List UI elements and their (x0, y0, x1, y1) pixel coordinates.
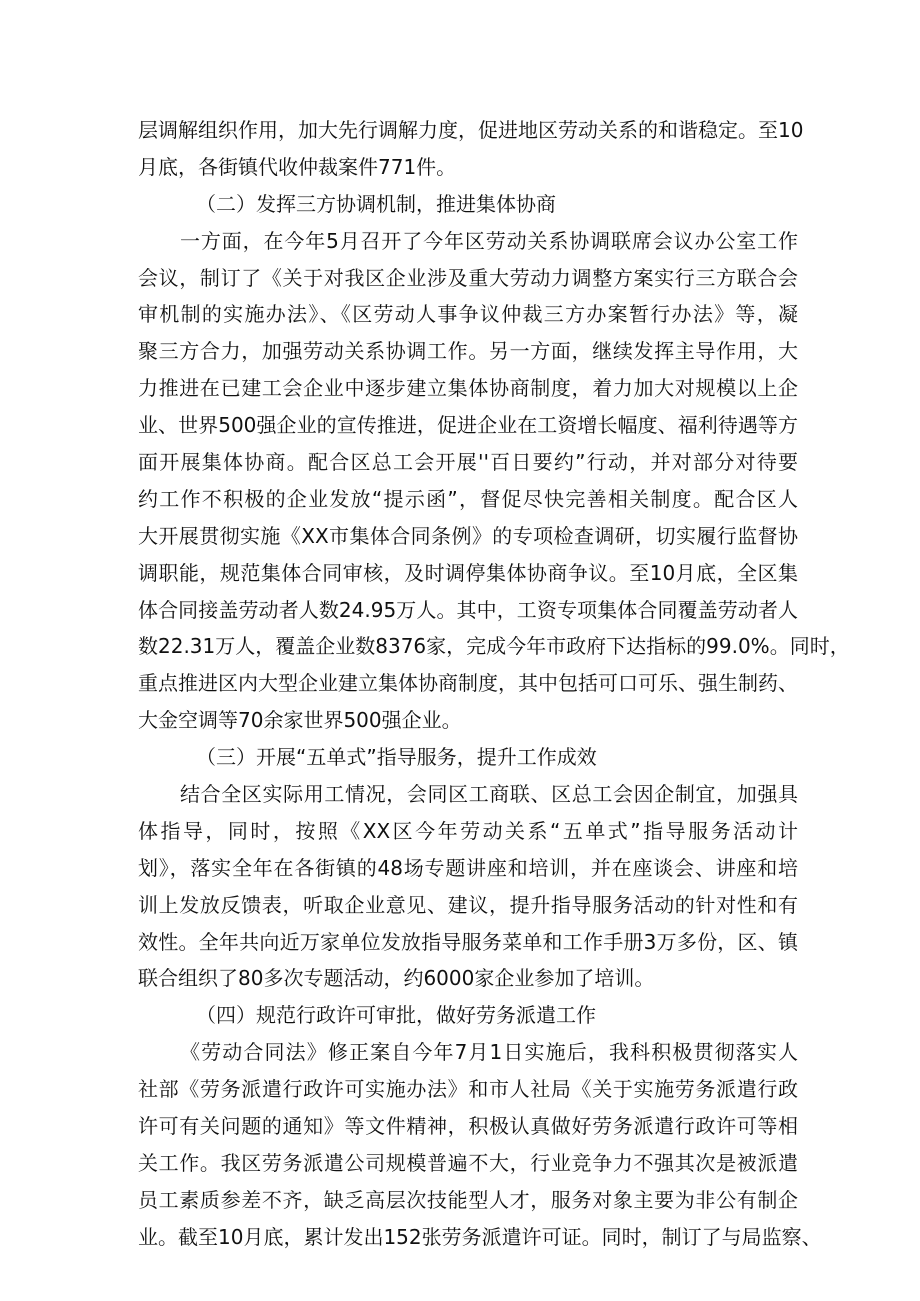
paragraph-line: 层调解组织作用，加大先行调解力度，促进地区劳动关系的和谐稳定。至10 (138, 118, 804, 142)
paragraph-line: 数22.31万人，覆盖企业数8376家，完成今年市政府下达指标的99.0%。同时， (138, 634, 850, 659)
paragraph-line: 业。截至10月底，累计发出152张劳务派遣许可证。同时，制订了与局监察、 (138, 1224, 822, 1249)
paragraph-line: 联合组织了80多次专题活动，约6000家企业参加了培训。 (138, 966, 655, 991)
paragraph-line: 调职能，规范集体合同审核，及时调停集体协商争议。至10月底，全区集 (138, 560, 798, 585)
paragraph-line: 划》，落实全年在各街镇的48场专题讲座和培训，并在座谈会、讲座和培 (138, 855, 798, 880)
document-body (138, 112, 850, 1256)
paragraph-line: 《劳动合同法》修正案自今年7月1日实施后，我科积极贯彻落实人 (180, 1040, 798, 1065)
paragraph-line: 关工作。我区劳务派遣公司规模普遍不大，行业竞争力不强其次是被派遣 (138, 1150, 798, 1175)
paragraph-line: 体指导，同时，按照《XX区今年劳动关系“五单式”指导服务活动计 (138, 818, 798, 843)
paragraph-line: 面开展集体协商。配合区总工会开展''百日要约”行动，并对部分对待要 (138, 450, 798, 475)
paragraph-line: 体合同接盖劳动者人数24.95万人。其中，工资专项集体合同覆盖劳动者人 (138, 597, 798, 622)
paragraph-line: 训上发放反馈表，听取企业意见、建议，提升指导服务活动的针对性和有 (138, 892, 798, 917)
paragraph-line: 聚三方合力，加强劳动关系协调工作。另一方面，继续发挥主导作用，大 (138, 339, 798, 364)
paragraph-line: 重点推进区内大型企业建立集体协商制度，其中包括可口可乐、强生制药、 (138, 671, 798, 696)
paragraph-line: 一方面，在今年5月召开了今年区劳动关系协调联席会议办公室工作 (180, 228, 798, 253)
section-heading: （二）发挥三方协调机制，推进集体协商 (196, 191, 556, 216)
paragraph-line: 业、世界500强企业的宣传推进，促进企业在工资增长幅度、福利待遇等方 (138, 413, 798, 438)
paragraph-line: 大开展贯彻实施《XX市集体合同条例》的专项检查调研，切实履行监督协 (138, 523, 798, 548)
paragraph-line: 月底，各街镇代收仲裁案件771件。 (138, 154, 457, 179)
paragraph-line: 会议，制订了《关于对我区企业涉及重大劳动力调整方案实行三方联合会 (138, 265, 798, 290)
paragraph-line: 大金空调等70余家世界500强企业。 (138, 708, 462, 733)
paragraph-line: 审机制的实施办法》、《区劳动人事争议仲裁三方办案暂行办法》等，凝 (138, 302, 798, 327)
paragraph-line: 结合全区实际用工情况，会同区工商联、区总工会因企制宜，加强具 (180, 782, 798, 807)
paragraph-line: 力推进在已建工会企业中逐步建立集体协商制度，着力加大对规模以上企 (138, 376, 798, 401)
paragraph-line: 效性。全年共向近万家单位发放指导服务菜单和工作手册3万多份，区、镇 (138, 929, 798, 954)
paragraph-line: 许可有关问题的通知》等文件精神，积极认真做好劳务派遣行政许可等相 (138, 1114, 798, 1139)
section-heading: （四）规范行政许可审批，做好劳务派遣工作 (196, 1003, 596, 1028)
paragraph-line: 社部《劳务派遣行政许可实施办法》和市人社局《关于实施劳务派遣行政 (138, 1077, 798, 1102)
section-heading: （三）开展“五单式”指导服务，提升工作成效 (196, 745, 597, 770)
paragraph-line: 约工作不积极的企业发放“提示函”，督促尽快完善相关制度。配合区人 (138, 486, 798, 511)
paragraph-line: 员工素质参差不齐，缺乏高层次技能型人才，服务对象主要为非公有制企 (138, 1187, 798, 1212)
